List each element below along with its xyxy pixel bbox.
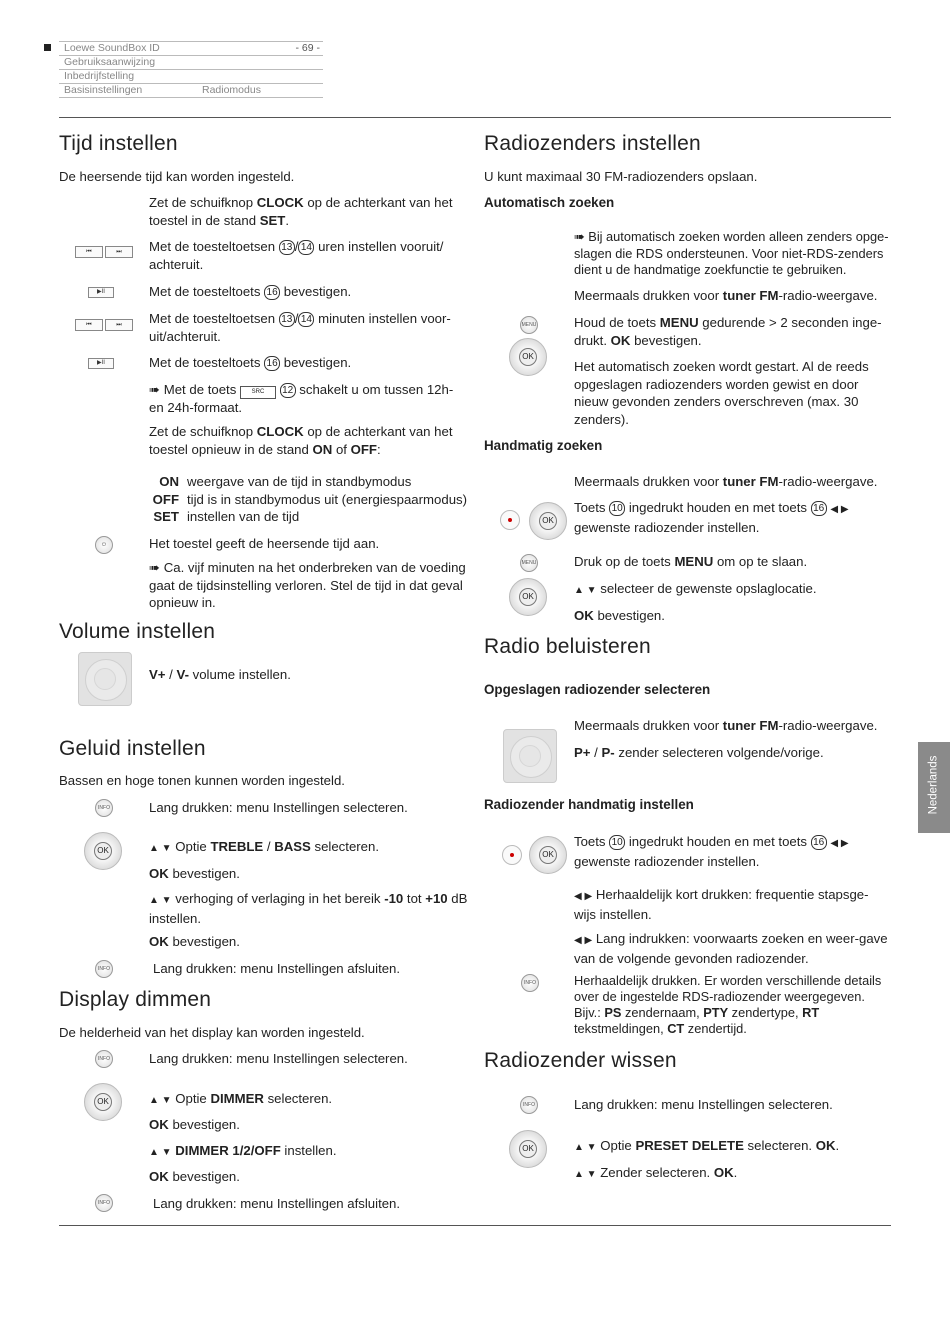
up-down-icon: ▲ ▼ xyxy=(149,895,172,906)
info-icon: INFO xyxy=(95,1050,113,1068)
volume-title: Volume instellen xyxy=(59,620,216,643)
tijd-step5: Met de toesteltoets 16 bevestigen. xyxy=(149,355,352,370)
ok-button-icon: OK xyxy=(529,502,567,540)
listen-manual-step2: ◀ ▶ Herhaaldelijk kort drukken: frequentie stapsge-wijs instellen. xyxy=(574,887,869,922)
auto-search-heading: Automatisch zoeken xyxy=(484,195,615,210)
geluid-step2: ▲ ▼ Optie TREBLE / BASS selecteren. xyxy=(149,839,380,854)
menu-icon: MENU xyxy=(520,316,538,334)
manual-step2: Toets 10 ingedrukt houden en met toets 16 ◀ ▶ gewenste radiozender instellen. xyxy=(574,500,849,535)
prev-icon: ⏮ xyxy=(75,319,103,331)
table-row: OFF tijd is in standbymodus uit (energiespaarmodus) xyxy=(152,491,468,507)
up-down-icon: ▲ ▼ xyxy=(149,1095,172,1106)
listen-manual-step3: ◀ ▶ Lang indrukken: voorwaarts zoeken en weer-gave van de volgende gevonden radiozender. xyxy=(574,931,888,966)
remote-pad-icon xyxy=(78,652,132,706)
tijd-title: Tijd instellen xyxy=(59,132,178,155)
auto-step3: Het automatisch zoeken wordt gestart. Al de reeds opgeslagen radiozenders worden gewist en door nieuw gevonden zenders overschreven (max. 30 zenders). xyxy=(574,359,869,427)
header-marker xyxy=(44,44,51,51)
geluid-step4: ▲ ▼ verhoging of verlaging in het bereik -10 tot +10 dB instellen. xyxy=(149,891,468,926)
tijd-step4: Met de toesteltoetsen 13 / 14 minuten instellen voor-uit/achteruit. xyxy=(149,311,451,344)
geluid-intro: Bassen en hoge tonen kunnen worden ingesteld. xyxy=(59,773,345,788)
tijd-step3: Met de toesteltoets 16 bevestigen. xyxy=(149,284,352,299)
next-icon: ⏭ xyxy=(105,246,133,258)
arrow-icon: ➠ xyxy=(574,229,589,244)
manual-station-heading: Radiozender handmatig instellen xyxy=(484,797,694,812)
page-number: - 69 - xyxy=(295,42,320,54)
left-right-icon: ◀ ▶ xyxy=(830,838,849,849)
tijd-step2: Met de toesteltoetsen 13 / 14 uren instellen vooruit/ achteruit. xyxy=(149,239,444,272)
info-icon: INFO xyxy=(520,1096,538,1114)
language-tab[interactable]: Nederlands xyxy=(918,742,950,833)
display-step2: ▲ ▼ Optie DIMMER selecteren. xyxy=(149,1091,333,1106)
tijd-intro: De heersende tijd kan worden ingesteld. xyxy=(59,169,295,184)
remote-pad-icon xyxy=(503,729,557,783)
info-icon: INFO xyxy=(95,1194,113,1212)
play-pause-icon-2: ▶II xyxy=(88,358,114,369)
up-down-icon: ▲ ▼ xyxy=(574,1169,597,1180)
auto-step2: Houd de toets MENU gedurende > 2 seconden inge-drukt. OK bevestigen. xyxy=(574,315,882,348)
left-right-icon: ◀ ▶ xyxy=(830,504,849,515)
header-section-row: Basisinstellingen Radiomodus xyxy=(59,83,323,98)
listen-step1: Meermaals drukken voor tuner FM-radio-weergave. xyxy=(574,718,878,733)
menu-icon: MENU xyxy=(520,554,538,572)
ok-button-icon: OK xyxy=(529,836,567,874)
table-row: SET instellen van de tijd xyxy=(153,509,300,524)
bottom-rule xyxy=(59,1225,891,1226)
left-right-icon: ◀ ▶ xyxy=(574,891,593,902)
beluisteren-title: Radio beluisteren xyxy=(484,635,651,658)
record-button-icon xyxy=(502,845,522,865)
auto-search-note: ➠ Bij automatisch zoeken worden alleen zenders opge-slagen die RDS ondersteunen. Voor niet-RDS-zenders dient u de handmatige zoekfunctie te gebruiken. xyxy=(574,229,889,277)
ok-button-icon: OK xyxy=(84,1083,122,1121)
display-step4: ▲ ▼ DIMMER 1/2/OFF instellen. xyxy=(149,1143,337,1158)
up-down-icon: ▲ ▼ xyxy=(574,585,597,596)
zenders-title: Radiozenders instellen xyxy=(484,132,701,155)
next-icon: ⏭ xyxy=(105,319,133,331)
tijd-note-power: ➠ Ca. vijf minuten na het onderbreken van de voeding gaat de tijdsinstelling verloren. Stel de tijd in dat geval opnieuw in. xyxy=(149,560,466,610)
record-button-icon xyxy=(500,510,520,530)
up-down-icon: ▲ ▼ xyxy=(149,843,172,854)
left-right-icon: ◀ ▶ xyxy=(574,935,593,946)
table-row: ON weergave van de tijd in standbymodus xyxy=(159,474,412,489)
wissen-title: Radiozender wissen xyxy=(484,1049,677,1072)
manual-step3: Druk op de toets MENU om op te slaan. xyxy=(574,554,808,569)
src-button-icon: SRC xyxy=(240,386,276,399)
stored-station-heading: Opgeslagen radiozender selecteren xyxy=(484,682,711,697)
geluid-step1: Lang drukken: menu Instellingen selecteren. xyxy=(149,800,408,815)
volume-text: V+ / V- volume instellen. xyxy=(149,667,291,682)
display-title: Display dimmen xyxy=(59,988,212,1011)
tijd-step1: Zet de schuifknop CLOCK op de achterkant van het toestel in de stand SET. xyxy=(149,195,453,228)
geluid-title: Geluid instellen xyxy=(59,737,206,760)
prev-next-buttons xyxy=(75,241,135,255)
geluid-step6: Lang drukken: menu Instellingen afsluiten. xyxy=(153,961,401,976)
display-step1: Lang drukken: menu Instellingen selecteren. xyxy=(149,1051,408,1066)
display-step5: OK bevestigen. xyxy=(149,1169,240,1184)
wissen-step2: ▲ ▼ Optie PRESET DELETE selecteren. OK. xyxy=(574,1138,840,1153)
header-product-row: Loewe SoundBox ID - 69 - xyxy=(59,41,323,55)
header-chapter-row: Inbedrijfstelling xyxy=(59,69,323,83)
up-down-icon: ▲ ▼ xyxy=(574,1142,597,1153)
manual-search-heading: Handmatig zoeken xyxy=(484,438,603,453)
prev-icon: ⏮ xyxy=(75,246,103,258)
ok-button-icon: OK xyxy=(509,1130,547,1168)
ok-button-icon: OK xyxy=(509,578,547,616)
manual-step5: OK bevestigen. xyxy=(574,608,665,623)
info-icon: INFO xyxy=(95,960,113,978)
wissen-step3: ▲ ▼ Zender selecteren. OK. xyxy=(574,1165,738,1180)
arrow-icon: ➠ xyxy=(149,382,164,397)
play-pause-icon: ▶II xyxy=(88,287,114,298)
top-rule xyxy=(59,117,891,118)
wissen-step1: Lang drukken: menu Instellingen selecteren. xyxy=(574,1097,833,1112)
display-intro: De helderheid van het display kan worden ingesteld. xyxy=(59,1025,365,1040)
prev-next-buttons-2 xyxy=(75,314,135,328)
ok-button-icon: OK xyxy=(84,832,122,870)
listen-manual-step1: Toets 10 ingedrukt houden en met toets 16 ◀ ▶ gewenste radiozender instellen. xyxy=(574,834,849,869)
geluid-step5: OK bevestigen. xyxy=(149,934,240,949)
tijd-mode-table xyxy=(141,473,467,526)
tijd-step8: Het toestel geeft de heersende tijd aan. xyxy=(149,536,380,551)
display-step3: OK bevestigen. xyxy=(149,1117,240,1132)
manual-step1: Meermaals drukken voor tuner FM-radio-weergave. xyxy=(574,474,878,489)
info-icon: INFO xyxy=(521,974,539,992)
power-button-icon: ⏻ xyxy=(95,536,113,554)
listen-step2: P+ / P- zender selecteren volgende/vorige. xyxy=(574,745,824,760)
up-down-icon: ▲ ▼ xyxy=(149,1147,172,1158)
auto-step1: Meermaals drukken voor tuner FM-radio-weergave. xyxy=(574,288,878,303)
header-doc-row: Gebruiksaanwijzing xyxy=(59,55,323,69)
zenders-intro: U kunt maximaal 30 FM-radiozenders opslaan. xyxy=(484,169,758,184)
listen-manual-step4: Herhaaldelijk drukken. Er worden verschillende details over de ingestelde RDS-radiozender weergegeven. Bijv.: PS zendernaam, PTY zendertype, RT tekstmeldingen, CT zendertijd. xyxy=(574,973,882,1036)
arrow-icon: ➠ xyxy=(149,560,164,575)
tijd-note-format: ➠ Met de toets SRC 12 schakelt u om tussen 12h- en 24h-formaat. xyxy=(149,382,454,415)
manual-step4: ▲ ▼ selecteer de gewenste opslaglocatie. xyxy=(574,581,817,596)
geluid-step3: OK bevestigen. xyxy=(149,866,240,881)
ok-button-icon: OK xyxy=(509,338,547,376)
display-step6: Lang drukken: menu Instellingen afsluiten. xyxy=(153,1196,401,1211)
tijd-step7: Zet de schuifknop CLOCK op de achterkant van het toestel opnieuw in de stand ON of OFF: xyxy=(149,424,453,457)
info-icon: INFO xyxy=(95,799,113,817)
